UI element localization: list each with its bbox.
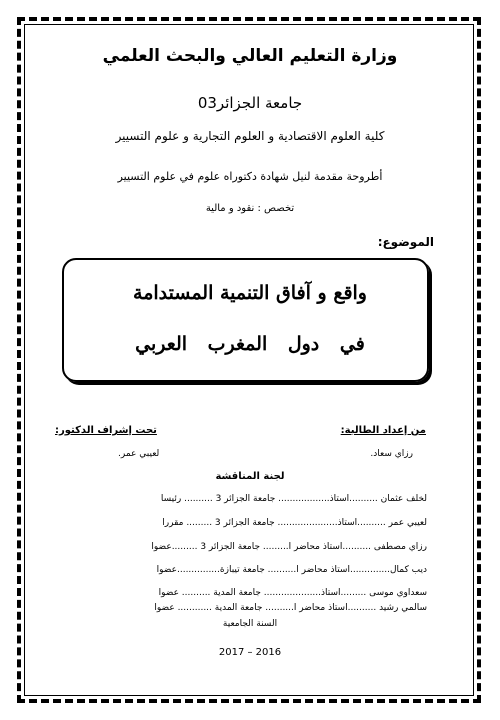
supervisor-name: لعيبي عمر.: [118, 449, 160, 459]
committee-member: ديب كمال..............أستاذ محاضر أ.......... جامعة تيبازة...............عضوا: [156, 565, 427, 575]
ministry-heading: وزارة التعليم العالي والبحث العلمي: [102, 46, 398, 66]
prepared-by-label: من إعداد الطالبة:: [340, 425, 426, 436]
faculty-name: كلية العلوم الاقتصادية و العلوم التجارية و علوم التسيير: [115, 129, 385, 143]
committee-member: رزاي مصطفى ..........أستاذ محاضر أ......... جامعة الجزائر 3 .........عضوا: [151, 542, 427, 552]
subject-label: الموضوع:: [377, 235, 434, 249]
committee-member: سعداوي موسى .........أستاذ.................... جامعة المدية .......... عضوا: [158, 588, 427, 598]
university-name: جامعة الجزائر03: [197, 94, 303, 112]
thesis-title-line-1: واقع و آفاق التنمية المستدامة: [133, 282, 367, 304]
student-name: رزاي سعاد.: [370, 449, 413, 459]
supervised-by-label: تحت إشراف الدكتور:: [55, 425, 157, 436]
academic-year: 2017 – 2016: [218, 647, 282, 658]
academic-year-label: السنة الجامعية: [222, 619, 278, 629]
committee-title: لجنة المناقشة: [215, 471, 285, 482]
thesis-description: أطروحة مقدمة لنيل شهادة دكتوراه علوم في علوم التسيير: [117, 170, 383, 183]
title-box: [62, 258, 429, 382]
committee-member: سالمي رشيد ..........أستاذ محاضر أ.......... جامعة المدية ............ عضوا: [154, 603, 427, 613]
specialty: تخصص : نقود و مالية: [205, 203, 295, 214]
committee-member: لخلف عثمان ..........أستاذ.................. جامعة الجزائر 3 .......... رئيسا: [160, 494, 427, 504]
committee-member: لعيبي عمر ..........أستاذ..................... جامعة الجزائر 3 ......... مقررا: [162, 518, 427, 528]
thesis-title-line-2: في دول المغرب العربي: [135, 333, 365, 355]
